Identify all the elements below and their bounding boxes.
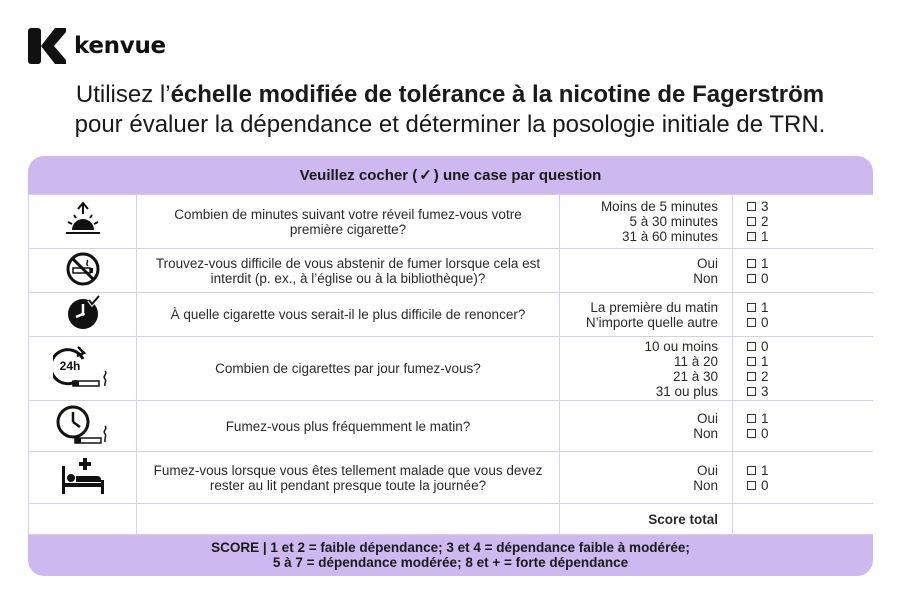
heading-line-2: pour évaluer la dépendance et déterminer la posologie initiale de TRN. (74, 111, 826, 138)
answer-options (560, 195, 733, 249)
clock-check-icon (65, 295, 101, 331)
answer-checkboxes (733, 195, 874, 249)
total-row (29, 504, 874, 535)
score-total-field[interactable] (733, 504, 874, 535)
table-row (29, 249, 874, 293)
answer-option: Non (693, 270, 718, 286)
points-value: 1 (761, 299, 769, 315)
question-text: Combien de cigarettes par jour fumez-vous? (137, 337, 560, 401)
points-value: 0 (761, 314, 769, 330)
24h-cigarette-icon (53, 345, 113, 389)
no-smoking-icon (65, 251, 101, 287)
page-heading (0, 80, 900, 140)
question-text: Fumez-vous lorsque vous êtes tellement malade que vous devez rester au lit pendant presque toute la journée? (137, 452, 560, 504)
answer-option: 31 ou plus (655, 383, 718, 399)
answer-checkboxes (733, 293, 874, 337)
fagerstrom-scale-card (28, 156, 873, 576)
points-value: 3 (761, 383, 769, 399)
instruction-suffix: ) une case par question (433, 166, 602, 184)
table-row (29, 401, 874, 452)
sunrise-icon (63, 200, 103, 240)
question-text: Combien de minutes suivant votre réveil fumez-vous votre première cigarette? (137, 195, 560, 249)
table-row (29, 452, 874, 504)
answer-option: Oui (696, 411, 718, 426)
answer-checkbox[interactable] (747, 232, 756, 241)
questionnaire-table (28, 194, 873, 535)
heading-prefix: Utilisez l’ (75, 81, 171, 108)
answer-checkbox[interactable] (747, 342, 756, 351)
answer-checkbox[interactable] (747, 274, 756, 283)
answer-option: Oui (696, 462, 718, 478)
answer-option: Non (693, 426, 718, 441)
row-icon-cell (29, 293, 137, 337)
answer-options (560, 293, 733, 337)
answer-checkbox[interactable] (747, 414, 756, 423)
answer-checkboxes (733, 401, 874, 452)
points-value: 2 (761, 214, 769, 229)
answer-options (560, 452, 733, 504)
sick-in-bed-icon (59, 456, 107, 496)
answer-options (560, 249, 733, 293)
answer-checkbox[interactable] (747, 202, 756, 211)
clock-cigarette-icon (55, 404, 111, 446)
points-value: 1 (761, 411, 769, 426)
heading-line-1 (0, 80, 900, 110)
answer-option: 11 à 20 (673, 353, 718, 369)
answer-option: Oui (696, 255, 718, 271)
points-value: 0 (761, 426, 769, 441)
points-value: 0 (761, 338, 769, 354)
points-value: 1 (761, 353, 769, 369)
checkmark-glyph: ✓ (419, 167, 432, 184)
answer-options (560, 337, 733, 401)
heading-bold-title: échelle modifiée de tolérance à la nicotine de Fagerström (170, 81, 825, 108)
score-line-2: 5 à 7 = dépendance modérée; 8 et + = forte dépendance (272, 555, 629, 570)
answer-checkbox[interactable] (747, 387, 756, 396)
table-row (29, 337, 874, 401)
row-icon-cell (29, 249, 137, 293)
answer-option: 10 ou moins (644, 338, 718, 354)
answer-checkboxes (733, 249, 874, 293)
answer-checkbox[interactable] (747, 466, 756, 475)
row-icon-cell (29, 452, 137, 504)
answer-options (560, 401, 733, 452)
answer-option: Non (693, 477, 718, 493)
answer-checkboxes (733, 337, 874, 401)
points-value: 3 (761, 199, 769, 214)
score-interpretation (28, 534, 873, 576)
points-value: 1 (761, 462, 769, 478)
answer-checkbox[interactable] (747, 318, 756, 327)
answer-option: La première du matin (590, 299, 718, 315)
answer-checkboxes (733, 452, 874, 504)
answer-option: Moins de 5 minutes (600, 199, 718, 214)
answer-checkbox[interactable] (747, 429, 756, 438)
row-icon-cell (29, 195, 137, 249)
answer-checkbox[interactable] (747, 357, 756, 366)
answer-option: N’importe quelle autre (585, 314, 718, 330)
answer-checkbox[interactable] (747, 259, 756, 268)
row-icon-cell (29, 401, 137, 452)
question-text: Trouvez-vous difficile de vous abstenir de fumer lorsque cela est interdit (p. ex., à l’église ou à la bibliothèque)? (137, 249, 560, 293)
kenvue-k-logo-icon (28, 28, 66, 64)
points-value: 1 (761, 229, 769, 244)
answer-checkbox[interactable] (747, 481, 756, 490)
points-value: 1 (761, 255, 769, 271)
logo-wordmark: kenvue (74, 33, 166, 59)
kenvue-logo (28, 28, 166, 64)
instruction-prefix: Veuillez cocher ( (299, 166, 418, 184)
points-value: 0 (761, 477, 769, 493)
empty-cell (29, 504, 137, 535)
answer-option: 21 à 30 (672, 368, 718, 384)
answer-checkbox[interactable] (747, 372, 756, 381)
question-text: À quelle cigarette vous serait-il le plus difficile de renoncer? (137, 293, 560, 337)
points-value: 2 (761, 368, 769, 384)
table-row (29, 195, 874, 249)
table-instruction-header (28, 156, 873, 194)
table-row (29, 293, 874, 337)
empty-cell (137, 504, 560, 535)
answer-option: 5 à 30 minutes (629, 214, 718, 229)
answer-checkbox[interactable] (747, 217, 756, 226)
score-total-label: Score total (560, 504, 733, 535)
score-line-1: SCORE | 1 et 2 = faible dépendance; 3 et 4 = dépendance faible à modérée; (211, 540, 690, 555)
answer-checkbox[interactable] (747, 303, 756, 312)
24h-label: 24h (59, 359, 80, 373)
answer-option: 31 à 60 minutes (621, 229, 718, 244)
points-value: 0 (761, 270, 769, 286)
row-icon-cell (29, 337, 137, 401)
question-text: Fumez-vous plus fréquemment le matin? (137, 401, 560, 452)
